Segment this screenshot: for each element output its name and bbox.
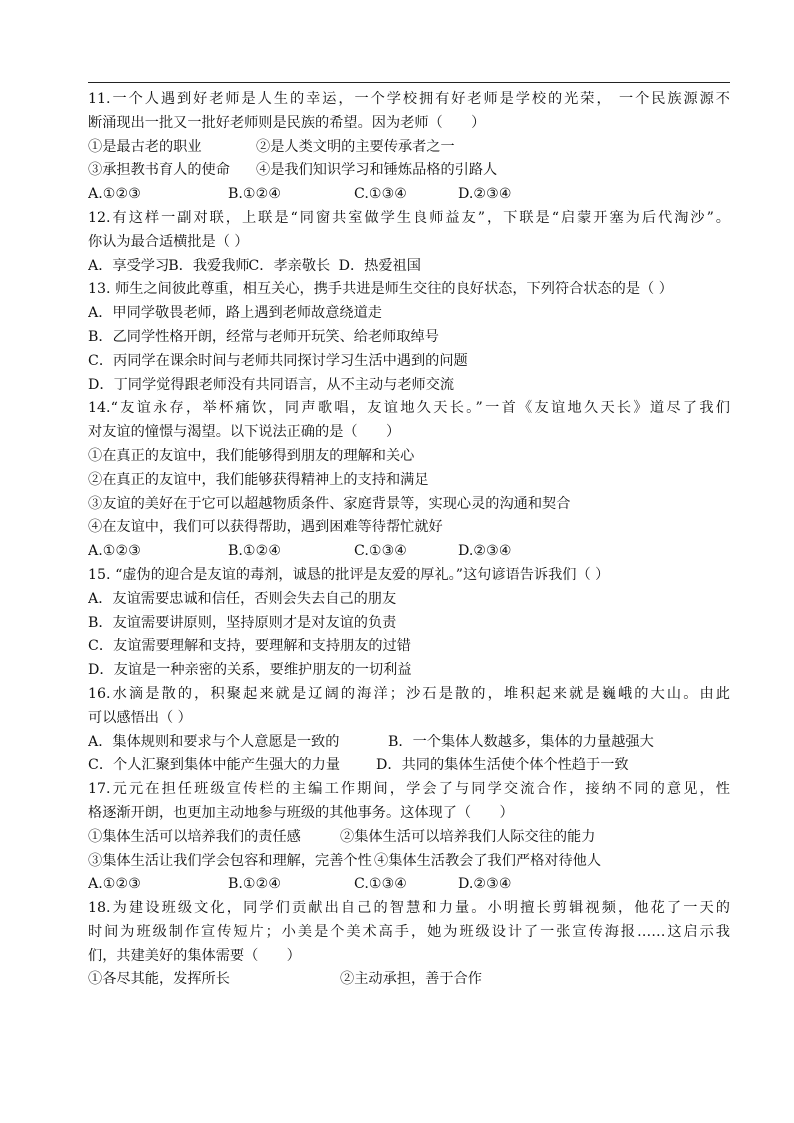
option: B.①②④ [228, 876, 282, 893]
question-stem: 12.有这样一副对联，上联是“同窗共室做学生良师益友”，下联是“启蒙开塞为后代淘沙”。 [88, 209, 730, 226]
question-stem: 你认为最合适横批是（ ） [88, 233, 249, 250]
statement-row [88, 968, 730, 992]
option: D．热爱祖国 [338, 257, 421, 274]
option: A．甲同学敬畏老师，路上遇到老师故意绕道走 [88, 305, 382, 322]
option: C.①③④ [354, 876, 408, 893]
option-row [88, 255, 730, 279]
option: D．丁同学觉得跟老师没有共同语言，从不主动与老师交流 [88, 376, 455, 393]
option: D．共同的集体生活使个体个性趋于一致 [376, 757, 629, 774]
question-stem: 格逐渐开朗，也更加主动地参与班级的其他事务。这体现了（ ） [88, 804, 514, 821]
statement: ④是我们知识学习和锤炼品格的引路人 [256, 162, 498, 179]
statement: ②是人类文明的主要传承者之一 [256, 138, 455, 155]
statement: ④在友谊中，我们可以获得帮助，遇到困难等待帮忙就好 [88, 519, 443, 536]
statement-row [88, 159, 730, 183]
question-stem: 可以感悟出（ ） [88, 709, 192, 726]
statement-row [88, 826, 730, 850]
option: C．孝亲敬长 [248, 257, 331, 274]
option-row [88, 754, 730, 778]
option-row [88, 183, 730, 207]
statement-row [88, 850, 730, 874]
question-stem: 13. 师生之间彼此尊重，相互关心，携手共进是师生交往的良好状态，下列符合状态的是（ ） [88, 281, 673, 298]
statement: ①集体生活可以培养我们的责任感 [88, 828, 301, 845]
question-stem: 11.一个人遇到好老师是人生的幸运，一个学校拥有好老师是学校的光荣， 一个民族源源不 [88, 91, 730, 107]
option-row [88, 540, 730, 564]
statement-row [88, 136, 730, 160]
option: B.①②④ [228, 543, 282, 560]
exam-page [88, 88, 730, 992]
statement: ①各尽其能，发挥所长 [88, 971, 230, 988]
question-stem: 14.“友谊永存，举杯痛饮，同声歌唱，友谊地久天长。”一首《友谊地久天长》道尽了我们 [88, 400, 730, 417]
option: C.①③④ [354, 543, 408, 560]
option-row [88, 873, 730, 897]
option: B．一个集体人数越多，集体的力量越强大 [388, 733, 654, 750]
question-stem: 断涌现出一批又一批好老师则是民族的希望。因为老师（ ） [88, 114, 486, 131]
option: C.①③④ [354, 186, 408, 203]
option: D.②③④ [458, 543, 512, 560]
question-stem: 17.元元在担任班级宣传栏的主编工作期间，学会了与同学交流合作，接纳不同的意见，性 [88, 781, 730, 798]
question-stem: 们，共建美好的集体需要（ ） [88, 947, 301, 964]
statement: ①在真正的友谊中，我们能够得到朋友的理解和关心 [88, 447, 415, 464]
option: C．友谊需要理解和支持，要理解和支持朋友的过错 [88, 638, 411, 655]
statement: ③友谊的美好在于它可以超越物质条件、家庭背景等，实现心灵的沟通和契合 [88, 495, 571, 512]
question-stem: 对友谊的憧憬与渴望。以下说法正确的是（ ） [88, 424, 401, 441]
question-stem: 18.为建设班级文化，同学们贡献出自己的智慧和力量。小明擅长剪辑视频，他花了一天的 [88, 900, 730, 917]
statement: ④集体生活教会了我们严格对待他人 [374, 852, 602, 869]
option: A.①②③ [88, 876, 141, 893]
option: D．友谊是一种亲密的关系，要维护朋友的一切利益 [88, 662, 412, 679]
option: D.②③④ [458, 876, 512, 893]
option: B．乙同学性格开朗，经常与老师开玩笑、给老师取绰号 [88, 328, 439, 345]
question-stem: 16.水滴是散的，积聚起来就是辽阔的海洋；沙石是散的，堆积起来就是巍峨的大山。由此 [88, 685, 730, 702]
option: C．个人汇聚到集体中能产生强大的力量 [88, 757, 341, 774]
option: B.①②④ [228, 186, 282, 203]
question-stem: 15. “虚伪的迎合是友谊的毒剂，诚恳的批评是友爱的厚礼。”这句谚语告诉我们（ ） [88, 566, 610, 583]
question-stem: 时间为班级制作宣传短片；小美是个美术高手，她为班级设计了一张宣传海报……这启示我 [88, 923, 730, 940]
option: B．友谊需要讲原则，坚持原则才是对友谊的负责 [88, 614, 397, 631]
statement: ②集体生活可以培养我们人际交往的能力 [340, 828, 596, 845]
header-rule [88, 82, 730, 83]
statement: ③集体生活让我们学会包容和理解，完善个性 [88, 852, 372, 869]
option: D.②③④ [458, 186, 512, 203]
statement: ②在真正的友谊中，我们能够获得精神上的支持和满足 [88, 471, 429, 488]
option: B．我爱我师 [168, 257, 250, 274]
option: A.①②③ [88, 543, 141, 560]
statement: ①是最古老的职业 [88, 138, 202, 155]
statement: ②主动承担，善于合作 [340, 971, 482, 988]
statement: ③承担教书育人的使命 [88, 162, 230, 179]
option: C．丙同学在课余时间与老师共同探讨学习生活中遇到的问题 [88, 352, 468, 369]
option-row [88, 731, 730, 755]
option: A．享受学习 [88, 257, 170, 274]
option: A.①②③ [88, 186, 141, 203]
option: A．集体规则和要求与个人意愿是一致的 [88, 733, 340, 750]
option: A．友谊需要忠诚和信任，否则会失去自己的朋友 [88, 590, 397, 607]
